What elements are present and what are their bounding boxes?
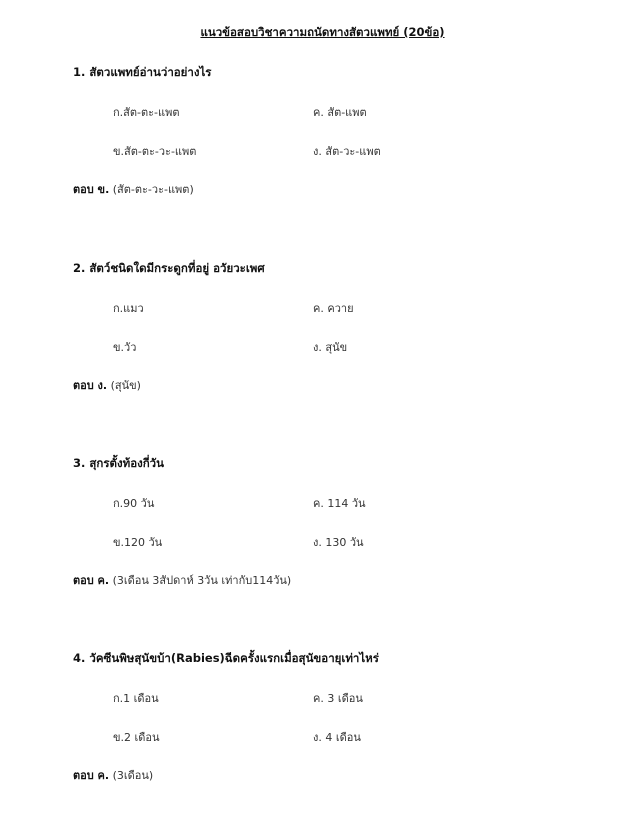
answer-label: ตอบ ค.: [73, 769, 110, 782]
option-d: ง. 130 วัน: [313, 536, 364, 549]
option-d: ง. สุนัข: [313, 341, 348, 354]
option-d: ง. สัต-วะ-แพต: [313, 145, 381, 158]
question-2: [0, 260, 629, 400]
option-d: ง. 4 เดือน: [313, 731, 361, 744]
option-a: ก.1 เดือน: [113, 692, 159, 705]
option-c: ค. 114 วัน: [313, 497, 366, 510]
option-a: ก.แมว: [113, 302, 144, 315]
option-b: ข.2 เดือน: [113, 731, 160, 744]
option-a: ก.90 วัน: [113, 497, 155, 510]
question-4: [0, 650, 629, 790]
option-b: ข.สัต-ตะ-วะ-แพต: [113, 145, 197, 158]
answer: [73, 376, 141, 394]
option-c: ค. ควาย: [313, 302, 354, 315]
answer: [73, 571, 291, 589]
answer: [73, 766, 153, 784]
answer-label: ตอบ ง.: [73, 379, 108, 392]
question-text: 3. สุกรตั้งท้องกี่วัน: [73, 456, 165, 470]
option-b: ข.120 วัน: [113, 536, 163, 549]
question-1: [0, 64, 629, 204]
question-text: 4. วัคซีนพิษสุนัขบ้า(Rabies)ฉีดครั้งแรกเมื่อสุนัขอายุเท่าไหร่: [73, 651, 379, 665]
answer: [73, 180, 194, 198]
answer-label: ตอบ ค.: [73, 574, 110, 587]
answer-detail: (สัต-ตะ-วะ-แพต): [112, 183, 194, 196]
option-c: ค. 3 เดือน: [313, 692, 363, 705]
question-text: 1. สัตวแพทย์อ่านว่าอย่างไร: [73, 65, 212, 79]
answer-detail: (3เดือน 3สัปดาห์ 3วัน เท่ากับ114วัน): [112, 574, 292, 587]
answer-detail: (สุนัข): [110, 379, 141, 392]
option-a: ก.สัต-ตะ-แพต: [113, 106, 180, 119]
document-title: แนวข้อสอบวิชาความถนัดทางสัตวแพทย์ (20ข้อ): [200, 25, 445, 39]
option-c: ค. สัต-แพต: [313, 106, 367, 119]
answer-detail: (3เดือน): [112, 769, 154, 782]
option-b: ข.วัว: [113, 341, 137, 354]
answer-label: ตอบ ข.: [73, 183, 110, 196]
question-text: 2. สัตว์ชนิดใดมีกระดูกที่อยู่ อวัยวะเพศ: [73, 261, 265, 275]
question-3: [0, 455, 629, 595]
